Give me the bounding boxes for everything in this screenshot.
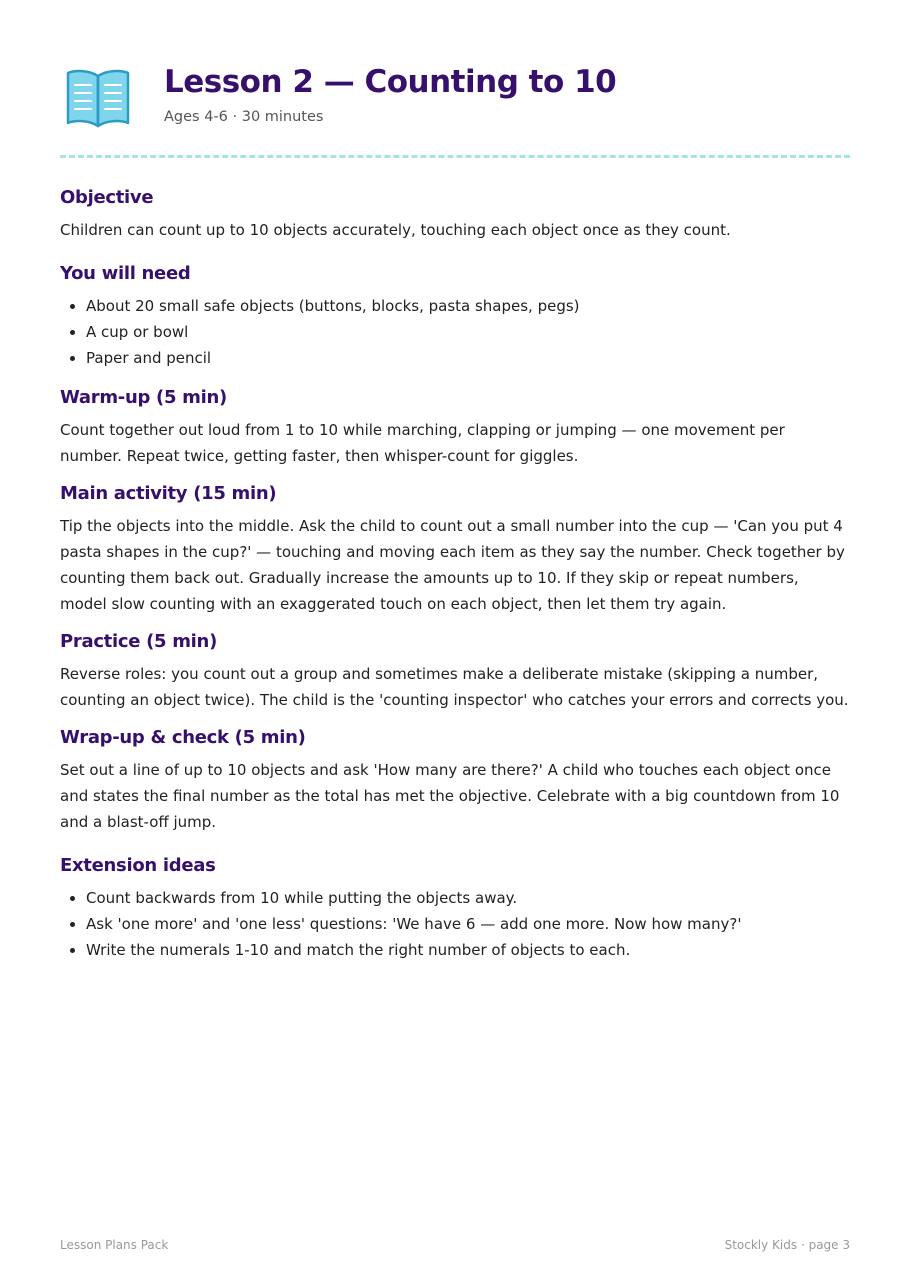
objective-text: Children can count up to 10 objects accurately, touching each object once as they count. bbox=[60, 221, 731, 239]
warmup-section bbox=[60, 384, 850, 469]
section-heading-warmup: Warm-up (5 min) bbox=[60, 387, 227, 408]
main-activity-section bbox=[60, 480, 850, 617]
header-divider bbox=[60, 155, 850, 158]
list-item: • Paper and pencil bbox=[86, 345, 850, 371]
practice-text: Reverse roles: you count out a group and sometimes make a deliberate mistake (skipping a number, counting an object twice). The child is the 'counting inspector' who catches your errors and corrects you. bbox=[60, 665, 849, 709]
materials-section bbox=[60, 260, 850, 371]
page-title: Lesson 2 — Counting to 10 bbox=[164, 64, 617, 100]
list-item: • Ask 'one more' and 'one less' questions: 'We have 6 — add one more. Now how many?' bbox=[86, 911, 850, 937]
page-subtitle: Ages 4-6 · 30 minutes bbox=[164, 109, 324, 125]
section-heading-main-activity: Main activity (15 min) bbox=[60, 483, 277, 504]
extension-list bbox=[60, 885, 850, 963]
section-heading-extension: Extension ideas bbox=[60, 855, 216, 876]
wrapup-section bbox=[60, 724, 850, 835]
extension-section bbox=[60, 852, 850, 963]
section-heading-materials: You will need bbox=[60, 263, 191, 284]
section-heading-wrapup: Wrap-up & check (5 min) bbox=[60, 727, 306, 748]
materials-list bbox=[60, 293, 850, 371]
list-item: • Count backwards from 10 while putting the objects away. bbox=[86, 885, 850, 911]
practice-section bbox=[60, 628, 850, 713]
main-activity-text: Tip the objects into the middle. Ask the child to count out a small number into the cup — 'Can you put 4 pasta shapes in the cup?' — touching and moving each item as they say the number. Check together by counting them back out. Gradually increase the amounts up to 10. If they skip or repeat numbers, model slow counting with an exaggerated touch on each object, then let them try again. bbox=[60, 517, 845, 613]
lesson-content bbox=[60, 184, 850, 963]
warmup-text: Count together out loud from 1 to 10 while marching, clapping or jumping — one movement per number. Repeat twice, getting faster, then whisper-count for giggles. bbox=[60, 421, 785, 465]
objective-section bbox=[60, 184, 850, 243]
list-item: • Write the numerals 1-10 and match the right number of objects to each. bbox=[86, 937, 850, 963]
footer-left-text: Lesson Plans Pack bbox=[60, 1238, 169, 1252]
lesson-header bbox=[60, 60, 850, 140]
list-item: • A cup or bowl bbox=[86, 319, 850, 345]
wrapup-text: Set out a line of up to 10 objects and ask 'How many are there?' A child who touches each object once and states the final number as the total has met the objective. Celebrate with a big countdown from 10 and a blast-off jump. bbox=[60, 761, 840, 831]
footer-right-text: Stockly Kids · page 3 bbox=[724, 1238, 850, 1252]
open-book-icon bbox=[65, 68, 131, 130]
list-item: • About 20 small safe objects (buttons, blocks, pasta shapes, pegs) bbox=[86, 293, 850, 319]
section-heading-practice: Practice (5 min) bbox=[60, 631, 217, 652]
section-heading-objective: Objective bbox=[60, 187, 154, 208]
